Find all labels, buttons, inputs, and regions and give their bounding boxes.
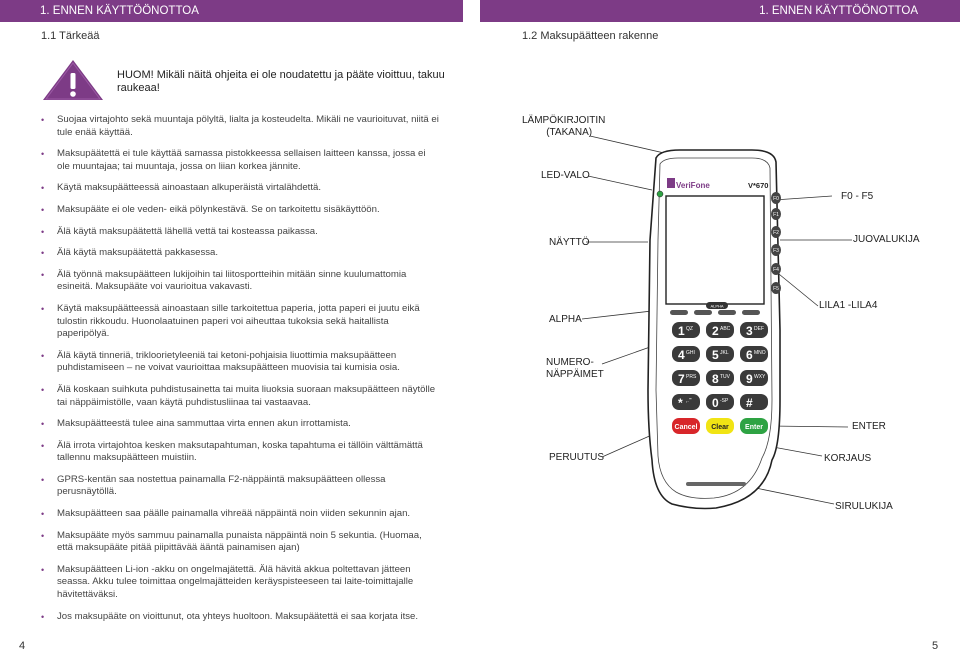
- key-letters: ,.'": [686, 398, 692, 404]
- key-number: 7: [678, 372, 685, 386]
- key-letters: GHI: [686, 350, 695, 356]
- label-numpad: [546, 357, 604, 381]
- f-key-label: F1: [773, 212, 779, 218]
- key-number: *: [678, 396, 683, 410]
- key-number: 6: [746, 348, 753, 362]
- key-letters: PRS: [686, 374, 697, 380]
- key-number: #: [746, 396, 753, 410]
- key-letters: MNO: [754, 350, 766, 356]
- list-item: • Maksupääte myös sammuu painamalla punaista näppäintä noin 5 sekuntia. (Huomaa, että maksupääte pitää piipittävää ääntä painamisen ajan): [40, 530, 440, 555]
- f-key-label: F2: [773, 230, 779, 236]
- f-key-label: F4: [773, 267, 779, 273]
- key-letters: DEF: [754, 326, 764, 332]
- list-item: • Maksupäätteestä tulee aina sammuttaa virta ennen akun irrottamista.: [40, 418, 440, 431]
- list-item: • Älä käytä maksupäätettä pakkasessa.: [40, 247, 440, 260]
- list-item: • Älä irrota virtajohtoa kesken maksutapahtuman, koska tapahtuma ei tällöin välttämättä tallennu maksupäätteen muistiin.: [40, 440, 440, 465]
- section-title-important: 1.1 Tärkeää: [41, 30, 100, 42]
- label-printer: [522, 115, 605, 139]
- key-letters: JKL: [720, 350, 729, 356]
- label-card-reader: SIRULUKIJA: [835, 501, 893, 512]
- label-lila: LILA1 -LILA4: [819, 300, 878, 311]
- left-page-number: 4: [19, 640, 26, 652]
- list-item: • Älä käytä maksupäätettä lähellä vettä tai kosteassa paikassa.: [40, 226, 440, 239]
- label-cancel: PERUUTUS: [549, 452, 605, 463]
- clear-key-label: Clear: [711, 424, 729, 431]
- f-key-label: F0: [773, 196, 779, 202]
- key-number: 8: [712, 372, 719, 386]
- left-page-header: [0, 0, 463, 22]
- f-key-label: F3: [773, 248, 779, 254]
- section-title-structure: 1.2 Maksupäätteen rakenne: [522, 30, 659, 42]
- right-page-number: 5: [932, 640, 939, 652]
- list-item: • Maksupääte ei ole veden- eikä pölynkestävä. Se on tarkoitettu sisäkäyttöön.: [40, 204, 440, 217]
- cancel-key-label: Cancel: [674, 424, 698, 431]
- safety-list: [40, 114, 440, 623]
- list-item: • Älä käytä tinneriä, trikloorietyleeniä tai ketoni-pohjaisia liuottimia maksupäätteen puhdistamiseen – ne voivat vaurioittaa maksupäätteen muovisia tai kumisia osia.: [40, 350, 440, 375]
- key-letters: TUV: [720, 374, 730, 380]
- label-numpad-line2: NÄPPÄIMET: [546, 369, 604, 380]
- list-item: • Älä työnnä maksupäätteen lukijoihin tai liitosportteihin mitään sinne kuulumattomia esineitä. Maksupääte voi vaurioitua vakavasti.: [40, 269, 440, 294]
- device-model: V*670: [748, 181, 769, 190]
- label-correct: KORJAUS: [824, 453, 872, 464]
- key-letters: WXY: [754, 374, 766, 380]
- label-display: NÄYTTÖ: [549, 237, 590, 248]
- key-number: 5: [712, 348, 719, 362]
- key-number: 2: [712, 324, 719, 338]
- list-item: • Suojaa virtajohto sekä muuntaja pölyltä, lialta ja kosteudelta. Mikäli ne vaurioituvat, niitä ei tule enää käyttää.: [40, 114, 440, 139]
- list-item: • Jos maksupääte on vioittunut, ota yhteys huoltoon. Maksupäätettä ei saa korjata itse.: [40, 611, 440, 624]
- enter-key-label: Enter: [745, 424, 763, 431]
- label-led: LED-VALO: [541, 170, 590, 181]
- list-item: • Käytä maksupäätteessä ainoastaan alkuperäistä virtalähdettä.: [40, 182, 440, 195]
- key-number: 9: [746, 372, 753, 386]
- list-item: • GPRS-kentän saa nostettua painamalla F2-näppäintä maksupäätteen ollessa perusnäytöllä.: [40, 474, 440, 499]
- label-enter: ENTER: [852, 421, 886, 432]
- list-item: • Maksupäätteen saa päälle painamalla vihreää näppäintä noin viiden sekunnin ajan.: [40, 508, 440, 521]
- key-number: 3: [746, 324, 753, 338]
- warning-icon: [41, 58, 107, 102]
- key-number: 0: [712, 396, 719, 410]
- label-f-keys: F0 - F5: [841, 191, 874, 202]
- warning-note: HUOM! Mikäli näitä ohjeita ei ole noudatettu ja pääte vioittuu, takuu raukeaa!: [117, 69, 445, 94]
- right-page-header: [480, 0, 960, 22]
- label-printer-line2: (TAKANA): [546, 127, 593, 138]
- list-item: • Maksupäätteen Li-ion -akku on ongelmajätettä. Älä hävitä akkua poltettavan jätteen seassa. Akku tulee toimittaa ongelmajätteiden keräyspisteeseen tai laite-toimittajalle hävitettäväksi.: [40, 564, 440, 602]
- key-letters: QZ: [686, 326, 693, 332]
- f-key-label: F5: [773, 286, 779, 292]
- key-letters: -SP: [720, 398, 729, 404]
- alpha-key-label: ALPHA: [710, 303, 724, 309]
- key-letters: ABC: [720, 326, 731, 332]
- list-item: • Käytä maksupäätteessä ainoastaan sille tarkoitettua paperia, jotta paperi ei juutu eikä tulostin rikkoudu. Huonolaatuinen paperi voi aiheuttaa tukoksia sekä haitallista paperipölyä.: [40, 303, 440, 341]
- label-numpad-line1: NUMERO-: [546, 357, 594, 368]
- label-alpha: ALPHA: [549, 314, 582, 325]
- label-printer-line1: LÄMPÖKIRJOITIN: [522, 115, 606, 126]
- device-brand: VeriFone: [676, 181, 710, 190]
- right-header-title: 1. ENNEN KÄYTTÖÖNOTTOA: [759, 5, 918, 17]
- list-item: • Älä koskaan suihkuta puhdistusainetta tai muita liuoksia suoraan maksupäätteen näytölle tai näppäimistölle, vaan käytä puhdistusliinaa tai vastaavaa.: [40, 384, 440, 409]
- key-number: 4: [678, 348, 685, 362]
- left-header-title: 1. ENNEN KÄYTTÖÖNOTTOA: [40, 5, 199, 17]
- list-item: • Maksupäätettä ei tule käyttää samassa pistokkeessa sellaisen laitteen kanssa, jossa ei ole muuntajaa; tai muuntaja, jossa on liian korkea jännite.: [40, 148, 440, 173]
- label-chip-reader: JUOVALUKIJA: [853, 234, 920, 245]
- key-number: 1: [678, 324, 685, 338]
